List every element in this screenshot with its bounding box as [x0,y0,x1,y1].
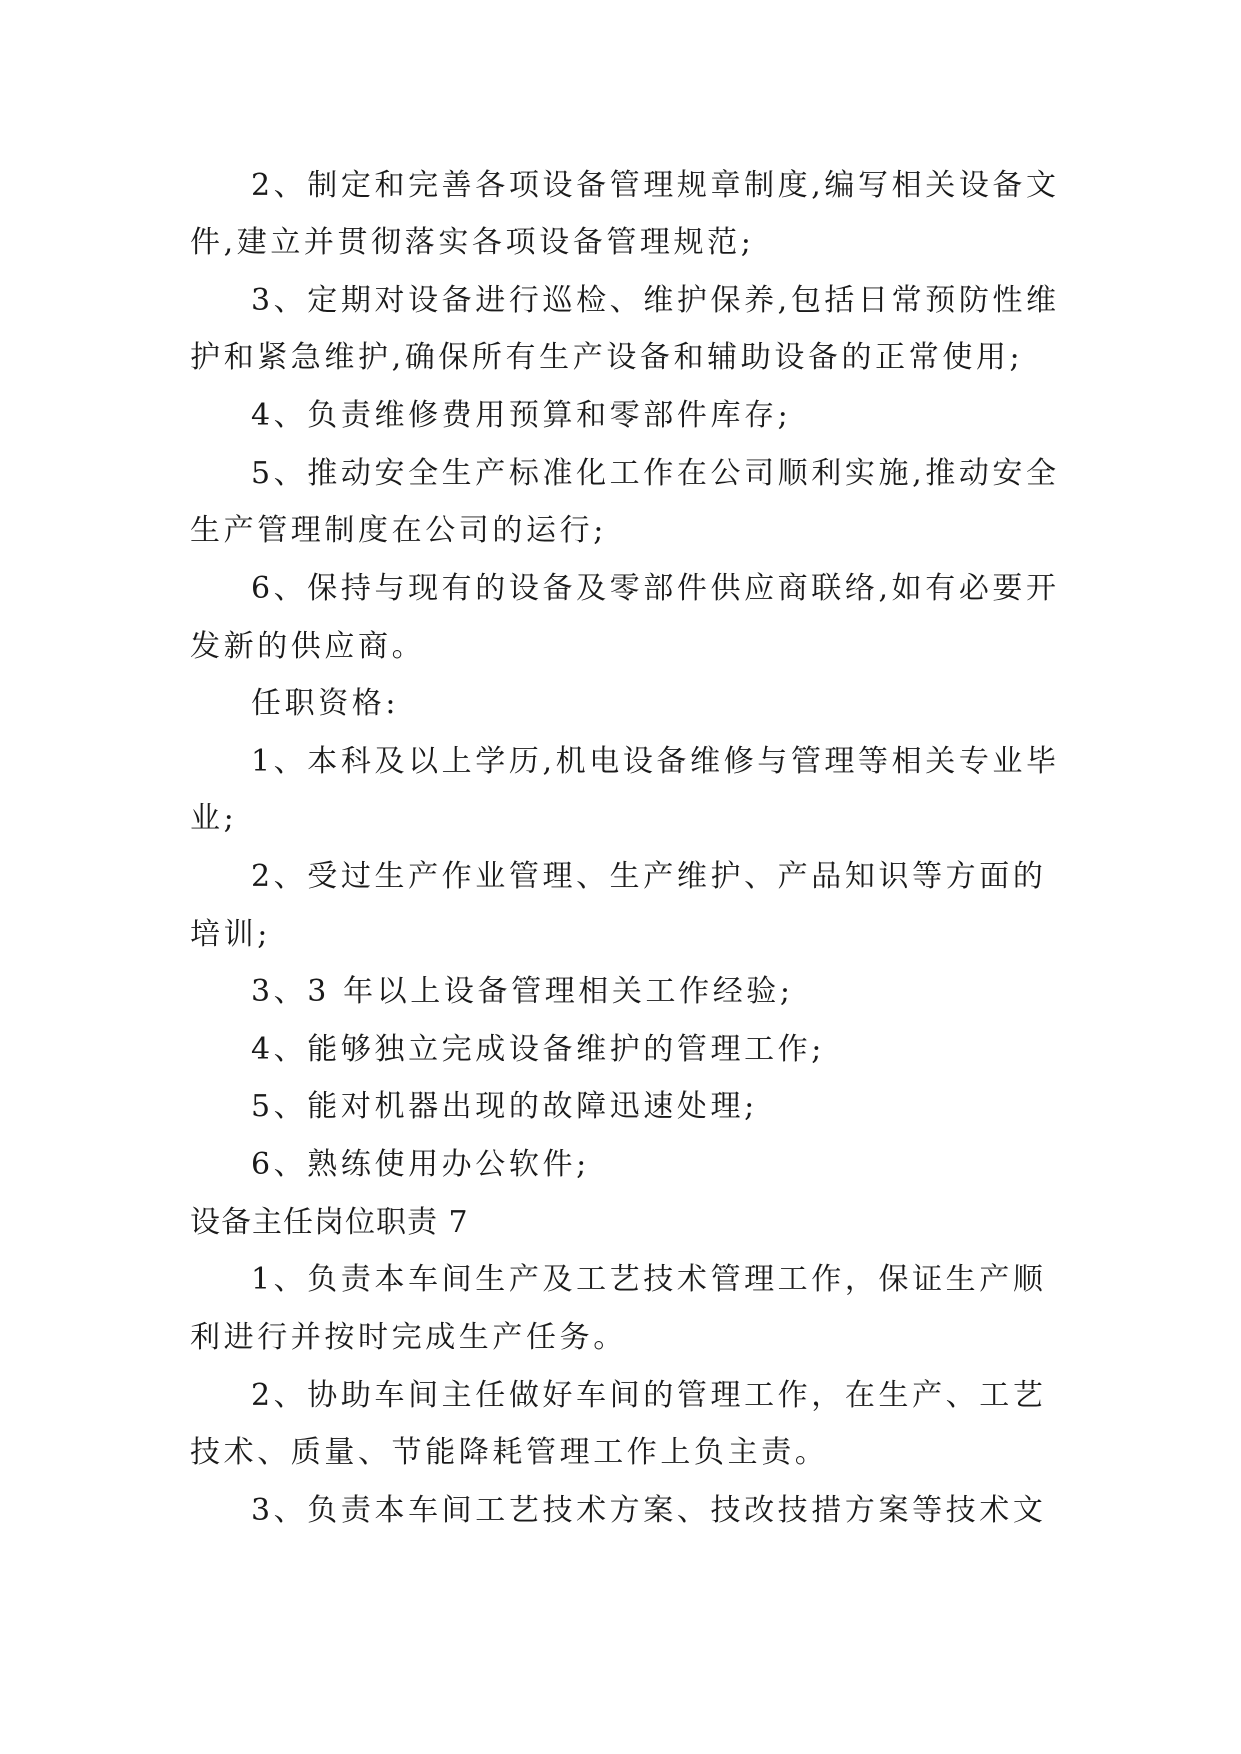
text-line: 发新的供应商。 [190,629,426,664]
text-line: 技术、质量、节能降耗管理工作上负主责。 [190,1435,829,1470]
text-line: 2、受过生产作业管理、生产维护、产品知识等方面的 [251,859,1047,894]
text-line: 1、本科及以上学历,机电设备维修与管理等相关专业毕 [251,744,1060,779]
text-line: 4、负责维修费用预算和零部件库存; [251,398,792,433]
text-line: 6、熟练使用办公软件; [251,1147,590,1182]
section-title: 设备主任岗位职责 7 [190,1205,469,1240]
text-line: 3、定期对设备进行巡检、维护保养,包括日常预防性维 [251,283,1060,318]
text-line: 利进行并按时完成生产任务。 [190,1320,627,1355]
text-line: 3、3 年以上设备管理相关工作经验; [251,974,794,1009]
text-line: 2、协助车间主任做好车间的管理工作，在生产、工艺 [251,1378,1047,1413]
text-line: 4、能够独立完成设备维护的管理工作; [251,1032,825,1067]
text-line: 件,建立并贯彻落实各项设备管理规范; [190,225,755,260]
text-line: 5、推动安全生产标准化工作在公司顺利实施,推动安全 [251,456,1060,491]
section-heading: 任职资格: [251,686,400,721]
text-line: 培训; [190,917,271,952]
text-line: 1、负责本车间生产及工艺技术管理工作，保证生产顺 [251,1262,1047,1297]
text-line: 3、负责本车间工艺技术方案、技改技措方案等技术文 [251,1493,1047,1528]
text-line: 生产管理制度在公司的运行; [190,513,607,548]
text-line: 护和紧急维护,确保所有生产设备和辅助设备的正常使用; [190,340,1024,375]
text-line: 5、能对机器出现的故障迅速处理; [251,1089,758,1124]
text-line: 业; [190,801,238,836]
text-line: 6、保持与现有的设备及零部件供应商联络,如有必要开 [251,571,1060,606]
text-line: 2、制定和完善各项设备管理规章制度,编写相关设备文 [251,168,1060,203]
